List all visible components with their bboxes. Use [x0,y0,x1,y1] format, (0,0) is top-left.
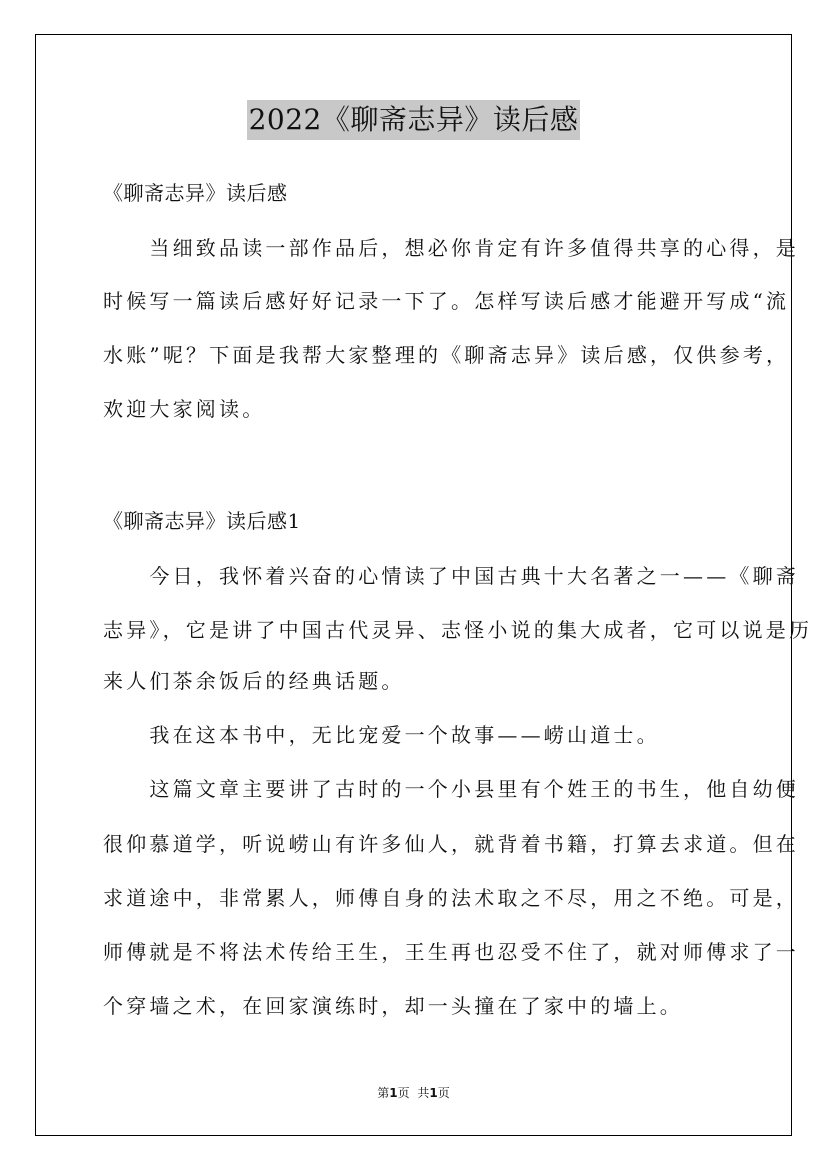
section1-p3-line-4: 师傅就是不将法术传给王生，王生再也忍受不住了，就对师傅求了一 [103,940,799,964]
footer-total-prefix: 共 [417,1086,430,1100]
section1-heading: 《聊斋志异》读后感1 [103,509,301,533]
section1-p1-line-1: 今日，我怀着兴奋的心情读了中国古典十大名著之一——《聊斋 [103,564,799,588]
intro-heading: 《聊斋志异》读后感 [103,181,288,205]
intro-line-4: 欢迎大家阅读。 [103,397,266,421]
footer-page-suffix: 页 [397,1086,410,1100]
section1-p2-line-1: 我在这本书中，无比宠爱一个故事——崂山道士。 [103,723,660,747]
section1-p3-line-3: 求道途中，非常累人，师傅自身的法术取之不尽，用之不绝。可是， [103,886,799,910]
footer-page-number: 1 [389,1086,398,1100]
page-footer [0,1084,827,1101]
intro-line-3: 水账”呢？下面是我帮大家整理的《聊斋志异》读后感，仅供参考， [103,343,790,367]
section1-p1-line-3: 来人们茶余饭后的经典话题。 [103,669,405,693]
footer-total-suffix: 页 [437,1086,450,1100]
footer-total-pages: 1 [429,1086,438,1100]
intro-line-2: 时候写一篇读后感好好记录一下了。怎样写读后感才能避开写成“流 [103,289,790,313]
section1-p3-line-1: 这篇文章主要讲了古时的一个小县里有个姓王的书生，他自幼便 [103,777,799,801]
section1-p3-line-5: 个穿墙之术，在回家演练时，却一头撞在了家中的墙上。 [103,994,683,1018]
intro-line-1: 当细致品读一部作品后，想必你肯定有许多值得共享的心得，是 [103,236,799,260]
section1-p1-line-2: 志异》，它是讲了中国古代灵异、志怪小说的集大成者，它可以说是历 [103,618,813,642]
footer-prefix: 第 [377,1086,390,1100]
document-title: 2022《聊斋志异》读后感 [247,100,581,140]
section1-p3-line-2: 很仰慕道学，听说崂山有许多仙人，就背着书籍，打算去求道。但在 [103,832,799,856]
